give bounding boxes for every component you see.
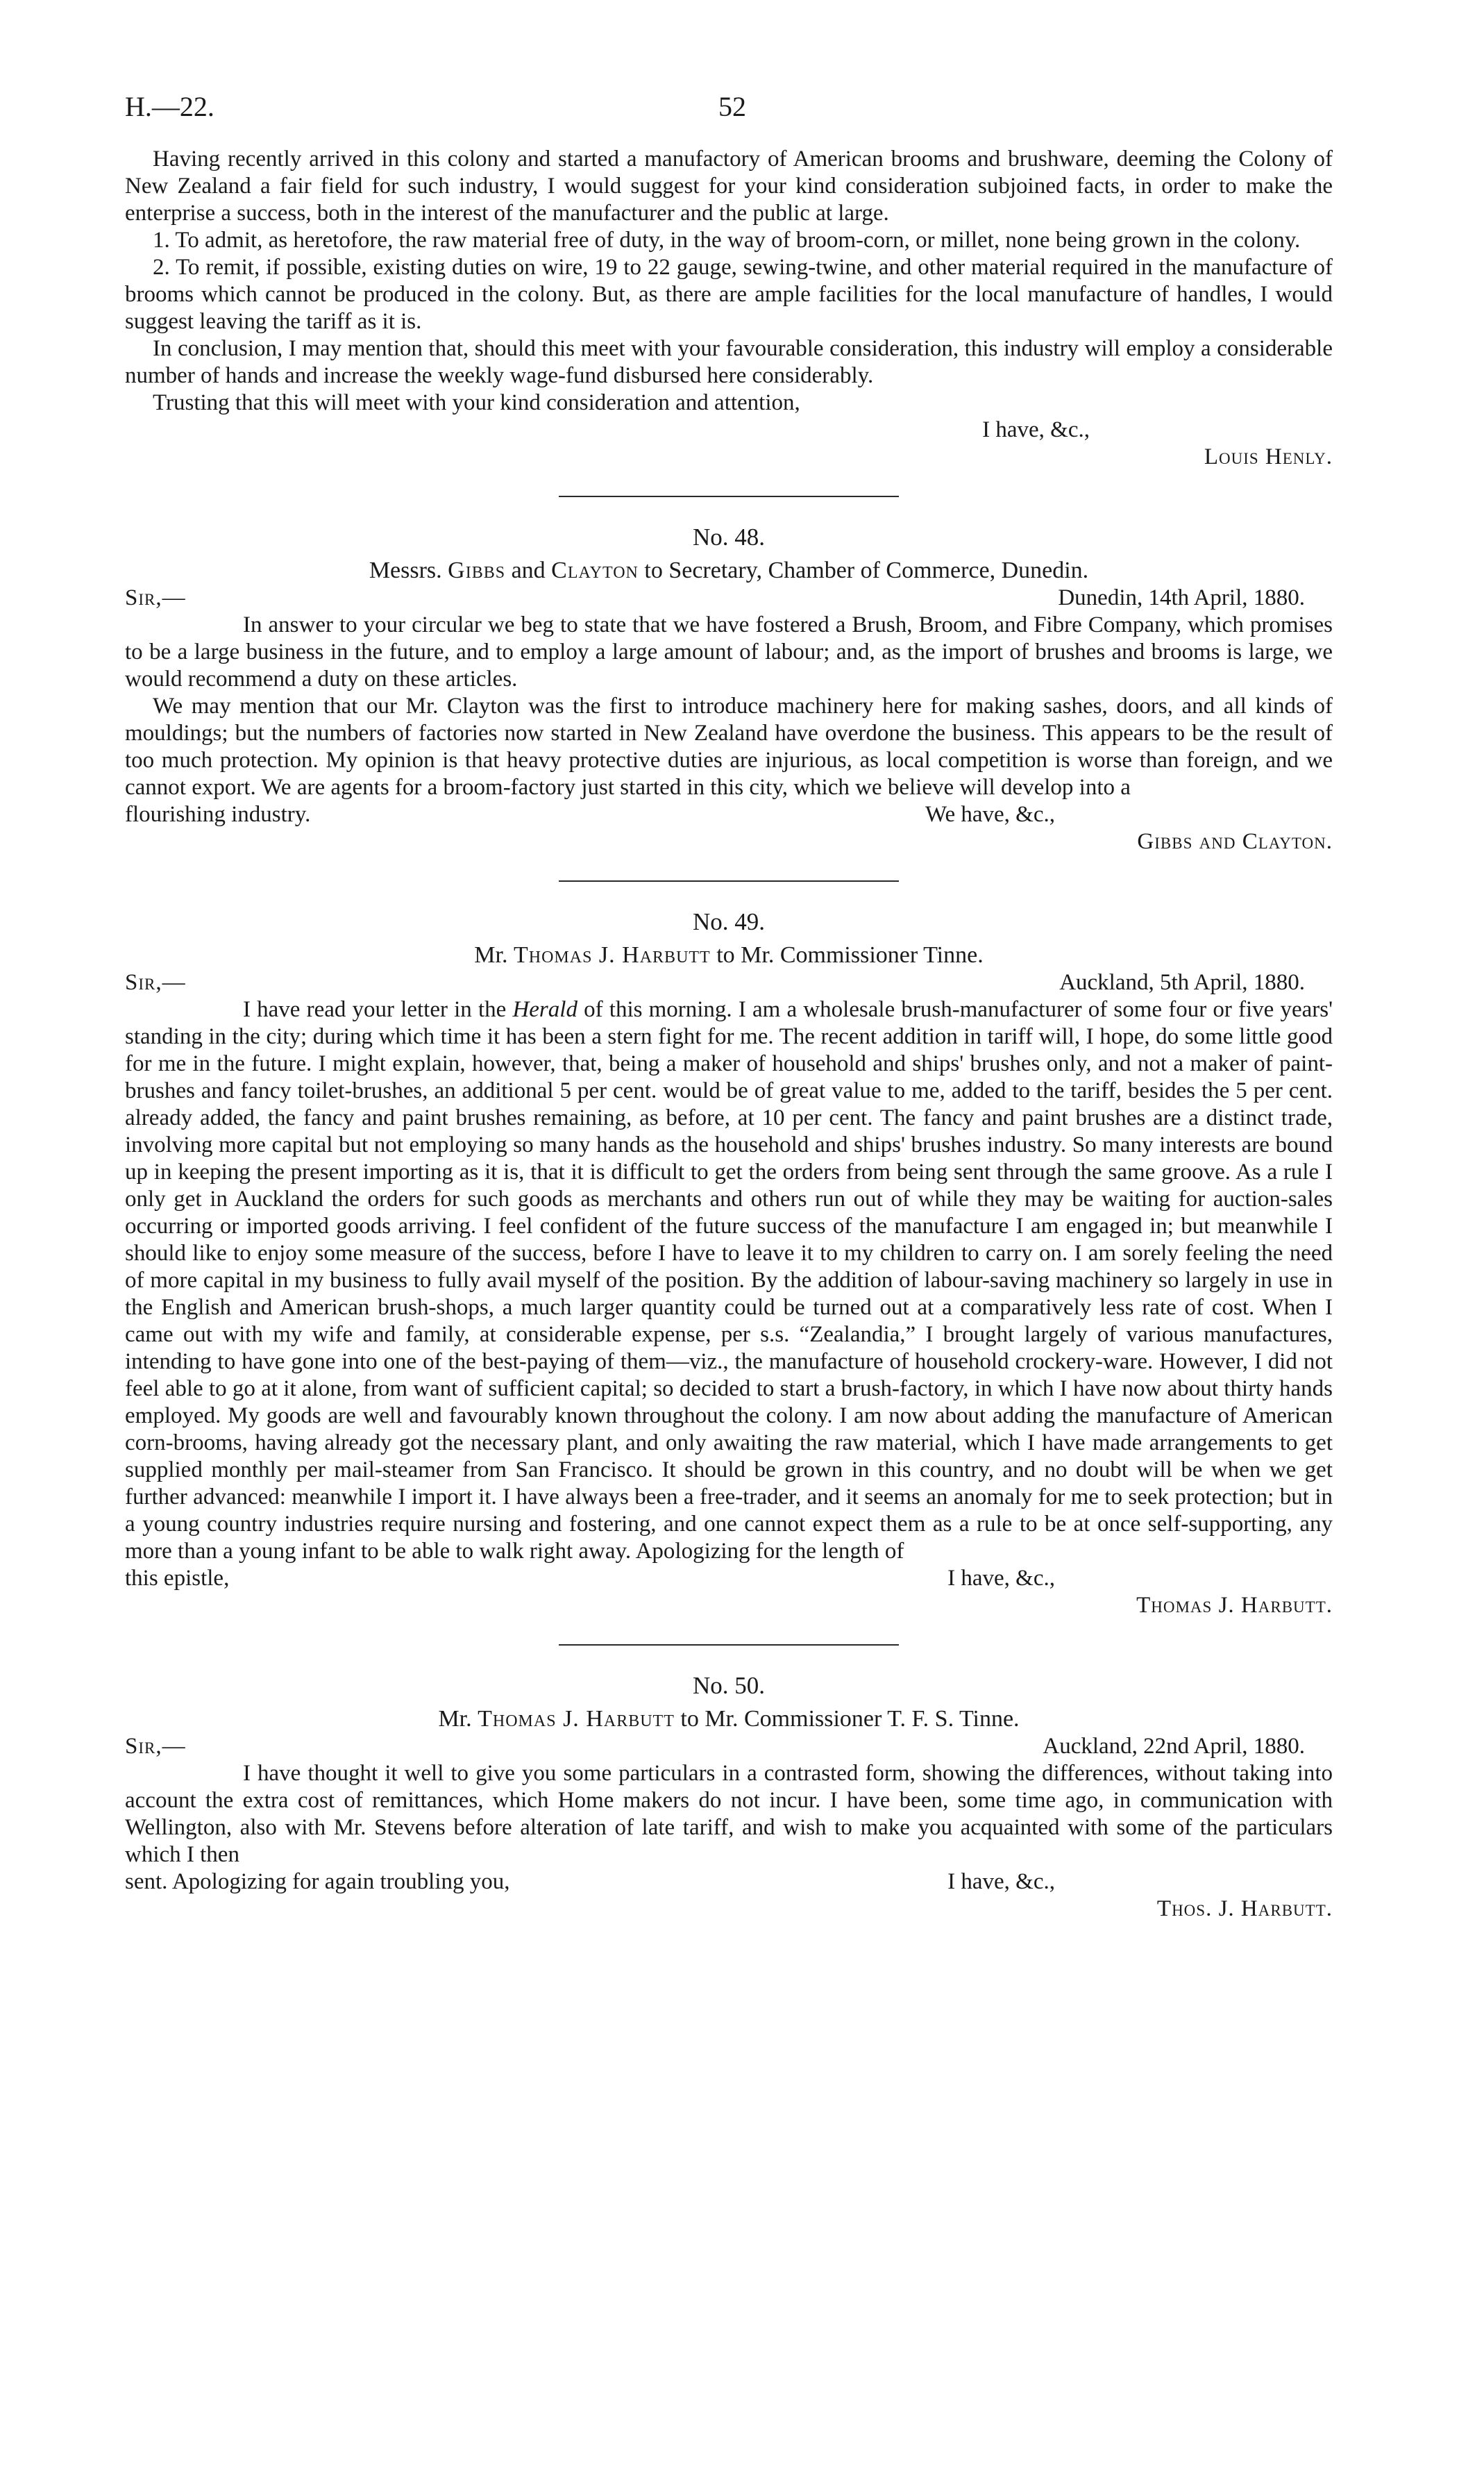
closing: I have, &c., (982, 417, 1090, 442)
signature: Thos. J. Harbutt. (1156, 1896, 1333, 1921)
letter-number: No. 49. (692, 908, 766, 935)
letter-title: Mr. Thomas J. Harbutt to Mr. Commissioner Tinne. (474, 942, 984, 968)
section-divider (559, 880, 899, 882)
salutation: Sir,— (125, 585, 186, 610)
salutation: Sir,— (125, 1734, 186, 1759)
salutation: Sir,— (125, 970, 186, 995)
section-divider (559, 1644, 899, 1646)
salutation-line (125, 1733, 1333, 1760)
paragraph: Having recently arrived in this colony and started a manufactory of American brooms and brushware, deeming the Colony of New Zealand a fair field for such industry, I would suggest for your kind consideration subjoined facts, in order to make the enterprise a success, both in the interest of the manufacturer and the public at large. (125, 147, 1333, 226)
letter-number: No. 50. (692, 1672, 766, 1699)
letter-number: No. 48. (692, 524, 766, 551)
signature: Louis Henly. (1204, 444, 1333, 469)
signature: Gibbs and Clayton. (1137, 829, 1333, 854)
signature: Thomas J. Harbutt. (1136, 1593, 1333, 1618)
letter-title: Messrs. Gibbs and Clayton to Secretary, Chamber of Commerce, Dunedin. (369, 558, 1089, 583)
letter-no48 (125, 524, 1333, 855)
page-header (125, 90, 1333, 146)
letter-henly (125, 146, 1333, 471)
closing-line: sent. Apologizing for again troubling you, I have, &c., (125, 1869, 1055, 1894)
paragraph: 1. To admit, as heretofore, the raw material free of duty, in the way of broom-corn, or millet, none being grown in the colony. (153, 228, 1301, 253)
paragraph: In conclusion, I may mention that, should this meet with your favourable consideration, this industry will employ a considerable number of hands and increase the weekly wage-fund disbursed here considerably. (125, 336, 1333, 388)
document-page (125, 90, 1333, 1923)
page-number: 52 (718, 91, 746, 122)
letter-no49 (125, 908, 1333, 1619)
letter-no50 (125, 1672, 1333, 1923)
letter-date: Auckland, 5th April, 1880. (1059, 970, 1305, 995)
paragraph: I have thought it well to give you some particulars in a contrasted form, showing the differences, without taking into account the extra cost of remittances, which Home makers do not incur. I have been, some time ago, in communication with Wellington, also with Mr. Stevens before alteration of late tariff, and wish to make you acquainted with some of the particulars which I then (125, 1761, 1333, 1867)
letter-title: Mr. Thomas J. Harbutt to Mr. Commissioner T. F. S. Tinne. (438, 1706, 1020, 1732)
paragraph: Trusting that this will meet with your kind consideration and attention, (153, 390, 800, 415)
letter-date: Auckland, 22nd April, 1880. (1043, 1734, 1305, 1759)
salutation-line (125, 585, 1333, 612)
paragraph: In answer to your circular we beg to state that we have fostered a Brush, Broom, and Fibre Company, which promises to be a large business in the future, and to employ a large amount of labour; and, as the import of brushes and brooms is large, we would recommend a duty on these articles. (125, 612, 1333, 692)
paragraph: We may mention that our Mr. Clayton was the first to introduce machinery here for making sashes, doors, and all kinds of mouldings; but the numbers of factories now started in New Zealand have overdone the business. This appears to be the result of too much protection. My opinion is that heavy protective duties are injurious, as local competition is worse than foreign, and we cannot export. We are agents for a broom-factory just started in this city, which we believe will develop into a (125, 694, 1333, 800)
paragraph: I have read your letter in the Herald of this morning. I am a wholesale brush-manufacturer of some four or five years' standing in the city; during which time it has been a stern fight for me. The recent addition in tariff will, I hope, do some little good for me in the future. I might explain, however, that, being a maker of household and ships' brushes only, and not a maker of paint-brushes and fancy toilet-brushes, an additional 5 per cent. would be of great value to me, added to the tariff, besides the 5 per cent. already added, the fancy and paint brushes remaining, as before, at 10 per cent. The fancy and paint brushes are a distinct trade, involving more capital but not employing so many hands as the household and ships' brushes industry. So many interests are bound up in keeping the present importing as it is, that it is difficult to get the orders from being sent through the same groove. As a rule I only get in Auckland the orders for such goods as merchants and others run out of while they may be waiting for auction-sales occurring or imported goods arriving. I feel confident of the future success of the manufacture I am engaged in; but meanwhile I should like to enjoy some measure of the success, before I have to leave it to my children to carry on. I am sorely feeling the need of more capital in my business to fully avail myself of the position. By the addition of labour-saving machinery so largely in use in the English and American brush-shops, a much larger quantity could be turned out at a comparatively less rate of cost. When I came out with my wife and family, at considerable expense, per s.s. “Zealandia,” I brought largely of various manufactures, intending to have gone into one of the best-paying of them—viz., the manufacture of household crockery-ware. However, I did not feel able to go at it alone, from want of sufficient capital; so decided to start a brush-factory, in which I have now about thirty hands employed. My goods are well and favourably known throughout the colony. I am now about adding the manufacture of American corn-brooms, having already got the necessary plant, and only awaiting the raw material, which I have made arrangements to get supplied monthly per mail-steamer from San Francisco. It should be grown in this country, and no doubt will be when we get further advanced: meanwhile I import it. I have always been a free-trader, and it seems an anomaly for me to seek protection; but in a young country industries require nursing and fostering, and one cannot expect them as a rule to be at once self-supporting, any more than a young infant to be able to walk right away. Apologizing for the length of (125, 997, 1333, 1564)
paragraph: 2. To remit, if possible, existing duties on wire, 19 to 22 gauge, sewing-twine, and other material required in the manufacture of brooms which cannot be produced in the colony. But, as there are ample facilities for the local manufacture of handles, I would suggest leaving the tariff as it is. (125, 255, 1333, 334)
letter-date: Dunedin, 14th April, 1880. (1058, 585, 1305, 610)
closing-line: this epistle, I have, &c., (125, 1566, 1055, 1591)
section-divider (559, 496, 899, 497)
salutation-line (125, 969, 1333, 996)
document-code: H.—22. (125, 91, 214, 122)
closing-line: flourishing industry. We have, &c., (125, 802, 1055, 827)
